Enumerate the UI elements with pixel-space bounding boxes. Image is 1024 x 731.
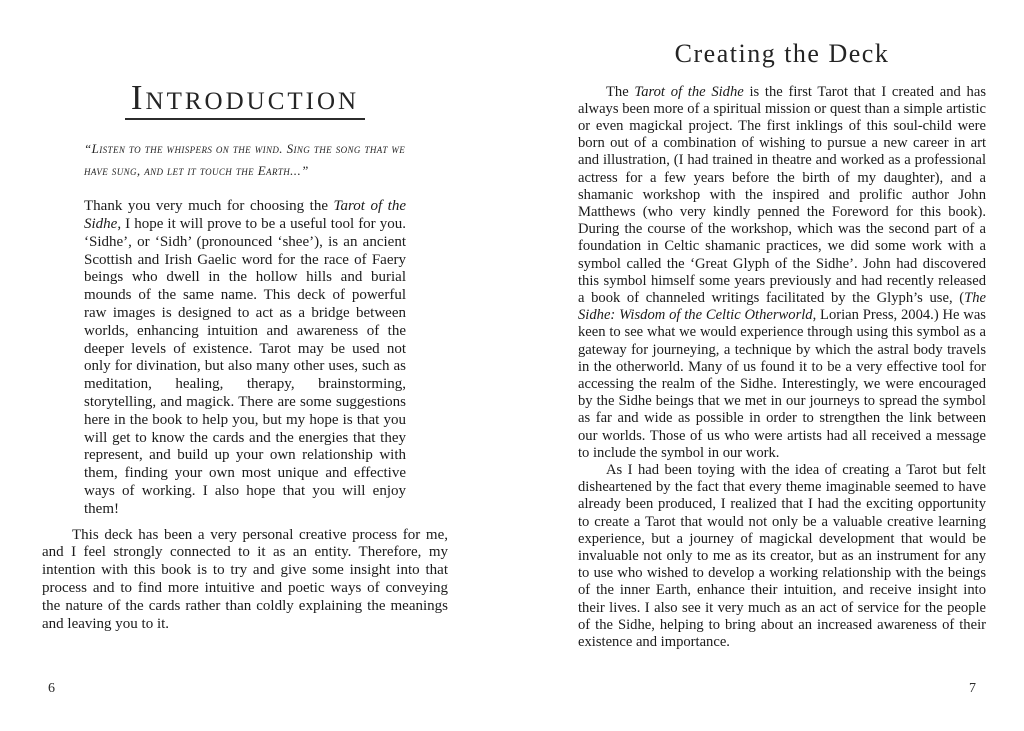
deck-paragraph-2: As I had been toying with the idea of creating a Tarot but felt disheartened by the fact that every theme imaginable seemed to have already been produced, I realized that I had the exciting opportunity to create a Tarot that would not only be a valuable creative learning experience, but a journey of magickal development that would be invaluable not only to me as its creator, but as an instrument for any to use who wished to develop a working relationship with the beings of the inner Earth, enhance their intuition, and receive insight into their lives. I also see it very much as an act of service for the people of the Sidhe, helping to bring about an increased awareness of their existence and importance. [578,462,986,651]
deck-paragraph-1-text: The [606,83,635,100]
intro-heading-wrap [42,80,448,120]
intro-paragraph-1-text: Thank you very much for choosing the [84,198,334,215]
referenced-book-title-italic: The Sidhe: Wisdom of the Celtic Otherworld [578,290,986,324]
intro-paragraph-1-text-cont: , I hope it will prove to be a useful tool for you. ‘Sidhe’, or ‘Sidh’ (pronounced ‘shee’), is an ancient Scottish and Irish Gaelic word for the race of Faery beings who dwell in the hollow hills and burial mounds of the same name. This deck of powerful raw images is designed to act as a bridge between worlds, enhancing intuition and awareness of the deeper levels of existence. Tarot may be used not only for divination, but also many other uses, such as meditation, healing, therapy, brainstorming, storytelling, and magick. There are some suggestions here in the book to help you, but my hope is that you will get to know the cards and the energies that they represent, and build up your own relationship with them, finding your own most unique and effective ways of working. I also hope that you will enjoy them! [84,215,406,517]
intro-paragraph-2: This deck has been a very personal creative process for me, and I feel strongly connected to it as an entity. Therefore, my intention with this book is to try and give some insight into that process and to find more intuitive and poetic ways of conveying the nature of the cards rather than coldly explaining the meanings and leaving you to it. [42,526,448,632]
right-page [578,0,986,731]
deck-paragraph-1-text-end: , Lorian Press, 2004.) He was keen to see what we would experience through using this symbol as a gateway for journeying, a technique by which the astral body travels in the otherworld. Many of us found it to be a very effective tool for accessing the realm of the Sidhe. Interestingly, we were encouraged by the Sidhe beings that we met in our journeys to spread the symbol as far and wide as possible in order to strengthen the link between our worlds. Those of us who were artists had all received a message to include the symbol in our work. [578,307,986,461]
intro-heading: Introduction [125,80,365,120]
book-title-italic-2: Tarot of the Sidhe [634,83,744,100]
left-page [42,0,448,731]
deck-paragraph-1 [578,84,986,462]
page-number-right: 7 [969,681,976,696]
book-title-italic: Tarot of the Sidhe [84,198,407,232]
deck-paragraph-1-text-cont: is the first Tarot that I created and has always been more of a spiritual mission or quest than a simple artistic or even magickal project. The first inklings of this soul-child were born out of a combination of wishing to pursue a new career in art and illustration, (I had trained in theatre and worked as a professional actress for a few years before the birth of my daughter), and a shamanic workshop with the inspired and prolific author John Matthews (who very kindly penned the Foreword for this book). During the course of the workshop, which was the second part of a foundation in Celtic shamanic practices, we did some work with a symbol called the ‘Great Glyph of the Sidhe’. John had discovered this symbol himself some years previously and had recently released a book of channeled writings facilitated by the Glyph’s use, ( [578,83,986,307]
epigraph-quote: “Listen to the whispers on the wind. Sing the song that we have sung, and let it touch the Earth...” [84,141,406,179]
page-number-left: 6 [48,681,55,696]
right-page-body [578,84,986,652]
intro-paragraph-1 [84,198,406,518]
creating-deck-heading: Creating the Deck [674,39,890,68]
